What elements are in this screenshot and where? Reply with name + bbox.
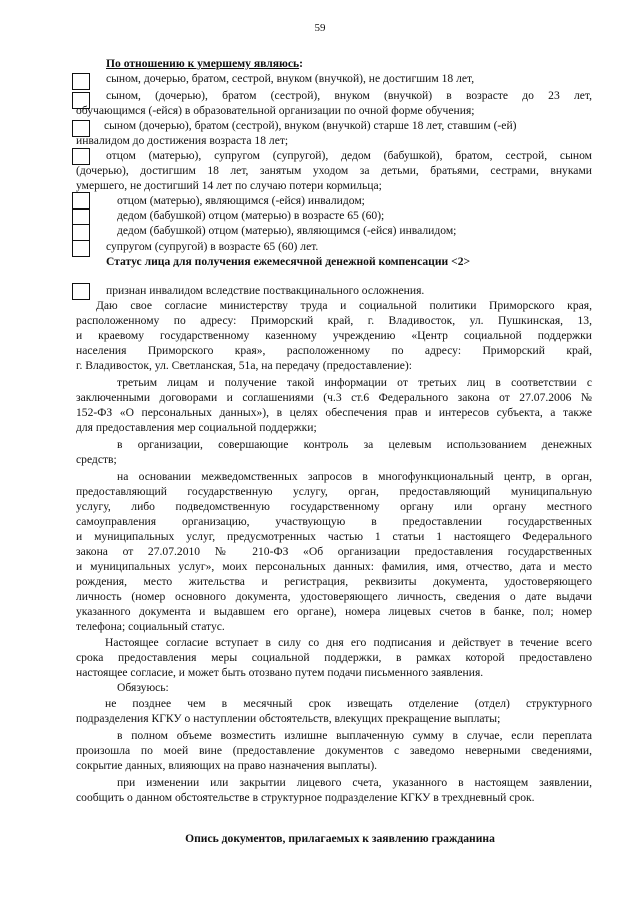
status-option: признан инвалидом вследствие поствакцинального осложнения. — [106, 284, 425, 297]
relation-option-3-cont: инвалидом до достижения возраста 18 лет; — [76, 134, 289, 147]
consent-line-4: населения Приморского края», расположенному по адресу: Приморский край, — [76, 344, 592, 357]
consent-line-14: услугу, либо подведомственную государственному органу или органу местного — [76, 500, 592, 513]
obligation-line-2: подразделения КГКУ о наступлении обстоятельств, влекущих прекращение выплаты; — [76, 712, 501, 725]
obligation-line-3: в полном объеме возместить излишне выплаченную сумму в случае, если переплата — [117, 729, 592, 742]
consent-line-11: средств; — [76, 453, 117, 466]
consent-line-22: телефона; социальный статус. — [76, 620, 225, 633]
consent-line-19: рождения, место жительства и регистрация, реквизиты документа, удостоверяющего — [76, 575, 592, 588]
relation-heading-colon: : — [299, 57, 303, 70]
consent-line-17: закона от 27.07.2010 № 210-ФЗ «Об организации предоставления государственных — [76, 545, 592, 558]
relation-option-6: дедом (бабушкой) отцом (матерью) в возрасте 65 (60); — [117, 209, 385, 222]
consent-line-24: срока предоставления меры социальной поддержки, в рамках которой предоставлено — [76, 651, 592, 664]
relation-option-4: отцом (матерью), супругом (супругой), дедом (бабушкой), братом, сестрой, сыном — [106, 149, 592, 162]
checkbox-relation-8[interactable] — [72, 240, 90, 257]
consent-line-10: в организации, совершающие контроль за целевым использованием денежных — [117, 438, 592, 451]
consent-line-6: третьим лицам и получение такой информации от третьих лиц в соответствии с — [117, 376, 592, 389]
consent-line-2: расположенному по адресу: Приморский край, г. Владивосток, ул. Пушкинская, 13, — [76, 314, 592, 327]
consent-line-3: и краевому государственному казенному учреждению «Центр социальной поддержки — [76, 329, 592, 342]
checkbox-relation-5[interactable] — [72, 192, 90, 209]
consent-line-1: Даю свое согласие министерству труда и социальной политики Приморского края, — [96, 299, 592, 312]
consent-line-15: самоуправления организацию, участвующую в предоставлении государственных — [76, 515, 592, 528]
consent-line-20: личность (номер основного документа, удостоверяющего личность, сведения о дате выдачи — [76, 590, 592, 603]
consent-line-8: 152-ФЗ «О персональных данных»), в целях обеспечения прав и интересов субъекта, а также — [76, 406, 592, 419]
documents-heading: Опись документов, прилагаемых к заявлению гражданина — [185, 832, 495, 845]
relation-option-4-cont-1: (дочерью), достигшим 18 лет, занятым уходом за детьми, братьями, сестрами, внуками — [76, 164, 592, 177]
checkbox-status[interactable] — [72, 283, 90, 300]
relation-option-8: супругом (супругой) в возрасте 65 (60) лет. — [106, 240, 319, 253]
relation-heading-underlined: По отношению к умершему являюсь — [106, 57, 300, 70]
checkbox-relation-7[interactable] — [72, 224, 90, 241]
consent-line-25: настоящее согласие, и может быть отозвано путем подачи письменного заявления. — [76, 666, 484, 679]
relation-option-2: сыном, (дочерью), братом (сестрой), внуком (внучкой) в возрасте до 23 лет, — [106, 89, 592, 102]
obligation-line-1: не позднее чем в месячный срок извещать отделение (отдел) структурного — [105, 697, 592, 710]
obligations-title: Обязуюсь: — [117, 681, 169, 694]
consent-line-16: и муниципальных услуг, предусмотренных частью 1 статьи 1 настоящего Федерального — [76, 530, 592, 543]
obligation-line-6: при изменении или закрытии лицевого счета, указанного в настоящем заявлении, — [117, 776, 592, 789]
checkbox-relation-4[interactable] — [72, 148, 90, 165]
obligation-line-4: произошла по моей вине (предоставление документов с заведомо неверными сведениями, — [76, 744, 592, 757]
consent-line-21: указанного документа и выдавшем его органе), номера лицевых счетов в банке, пол; номер — [76, 605, 592, 618]
relation-option-4-cont-2: умершего, не достигший 14 лет по случаю потери кормильца; — [76, 179, 382, 192]
relation-option-7: дедом (бабушкой) отцом (матерью), являющимся (-ейся) инвалидом; — [117, 224, 457, 237]
consent-line-23: Настоящее согласие вступает в силу со дня его подписания и действует в течение всего — [105, 636, 592, 649]
relation-option-3: сыном (дочерью), братом (сестрой), внуком (внучкой) старше 18 лет, ставшим (-ей) — [104, 119, 517, 132]
obligation-line-5: сокрытие данных, влияющих на право назначения выплаты). — [76, 759, 378, 772]
consent-line-12: на основании межведомственных запросов в многофункциональный центр, в орган, — [117, 470, 592, 483]
consent-line-7: заключенными договорами и соглашениями (ч.3 ст.6 Федерального закона от 27.07.2006 № — [76, 391, 592, 404]
relation-option-1: сыном, дочерью, братом, сестрой, внуком (внучкой), не достигшим 18 лет, — [106, 72, 475, 85]
page-number: 59 — [314, 22, 326, 34]
consent-line-5: г. Владивосток, ул. Светланская, 51а, на передачу (предоставление): — [76, 359, 412, 372]
consent-line-9: для предоставления мер социальной поддержки; — [76, 421, 317, 434]
relation-heading — [106, 57, 303, 71]
obligation-line-7: сообщить о данном обстоятельстве в структурное подразделение КГКУ в трехдневный срок. — [76, 791, 535, 804]
relation-option-5: отцом (матерью), являющимся (-ейся) инвалидом; — [117, 194, 365, 207]
checkbox-relation-1[interactable] — [72, 73, 90, 90]
consent-line-13: предоставляющий государственную услугу, орган, предоставляющий муниципальную — [76, 485, 592, 498]
status-heading: Статус лица для получения ежемесячной денежной компенсации <2> — [106, 255, 471, 268]
relation-option-2-cont: обучающимся (-ейся) в образовательной организации по очной форме обучения; — [76, 104, 475, 117]
consent-line-18: и муниципальных услуг», моих персональных данных: фамилия, имя, отчество, дата и место — [76, 560, 592, 573]
